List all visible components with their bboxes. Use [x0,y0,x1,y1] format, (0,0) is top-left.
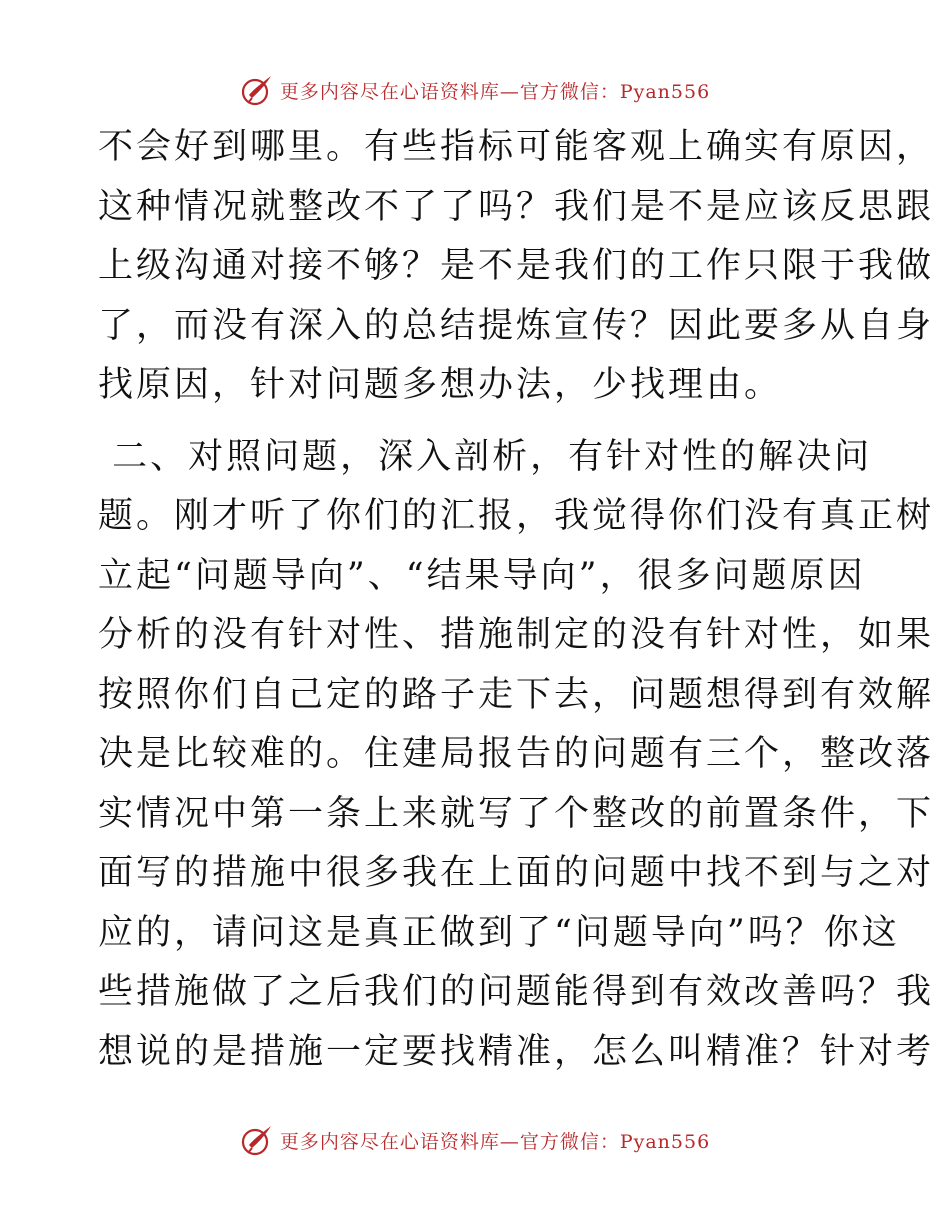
text-line: 找原因，针对问题多想办法，少找理由。 [98,365,783,405]
text-line: 些措施做了之后我们的问题能得到有效改善吗？我 [98,972,935,1012]
text-line: 不会好到哪里。有些指标可能客观上确实有原因， [98,127,935,167]
text-line: 上级沟通对接不够？是不是我们的工作只限于我做 [98,246,935,286]
text-line: 实情况中第一条上来就写了个整改的前置条件，下 [98,793,935,834]
text-line: 按照你们自己定的路子走下去，问题想得到有效解 [98,674,935,715]
document-body [98,118,935,1082]
text-line: 这种情况就整改不了了吗？我们是不是应该反思跟 [98,186,935,227]
text-line: 应的，请问这是真正做到了“问题导向”吗？你这 [98,912,900,953]
text-line: 立起“问题导向”、“结果导向”，很多问题原因 [98,555,866,596]
watermark-text: 更多内容尽在心语资料库—官方微信：Pyan556 [279,80,711,103]
text-line: 二、对照问题，深入剖析，有针对性的解决问 [98,436,873,477]
text-line: 了，而没有深入的总结提炼宣传？因此要多从自身 [98,305,935,346]
text-line: 决是比较难的。住建局报告的问题有三个，整改落 [98,734,935,774]
text-line: 想说的是措施一定要找精准，怎么叫精准？针对考 [98,1031,935,1072]
footer-watermark [0,1120,950,1160]
paragraph-2 [98,428,935,1083]
watermark-text: 更多内容尽在心语资料库—官方微信：Pyan556 [279,1130,711,1153]
header-watermark [0,70,950,110]
quill-logo-icon [240,1123,274,1157]
text-line: 面写的措施中很多我在上面的问题中找不到与之对 [98,853,935,893]
text-line: 题。刚才听了你们的汇报，我觉得你们没有真正树 [98,496,935,536]
paragraph-1 [98,118,935,416]
quill-logo-icon [240,73,274,107]
text-line: 分析的没有针对性、措施制定的没有针对性，如果 [98,615,935,655]
